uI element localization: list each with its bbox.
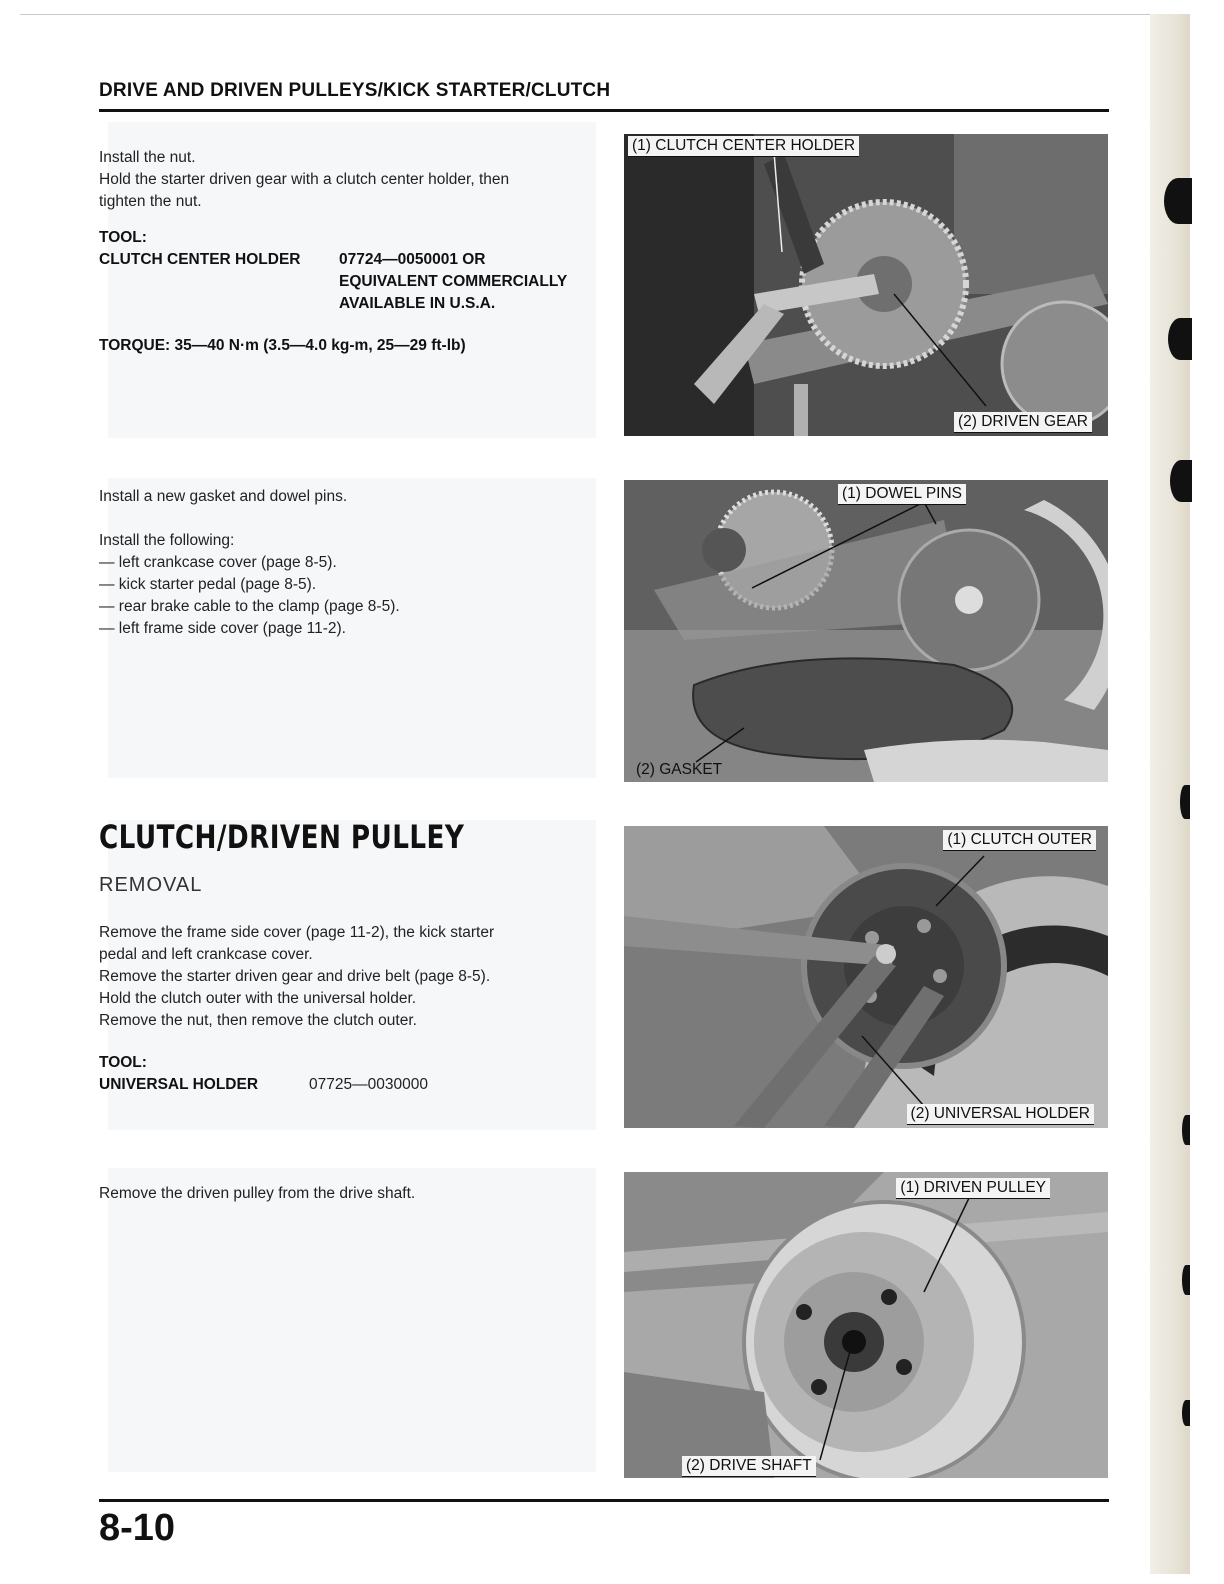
photo-driven-pulley: [624, 1172, 1108, 1478]
text-line: Remove the starter driven gear and drive belt (page 8-5).: [99, 968, 491, 985]
list-item: — kick starter pedal (page 8-5).: [99, 576, 317, 593]
text-line: Remove the frame side cover (page 11-2), the kick starter: [99, 924, 495, 941]
tool-label: TOOL:: [99, 229, 147, 246]
text-line: Remove the nut, then remove the clutch outer.: [99, 1012, 417, 1029]
photo-illustration: [624, 480, 1108, 782]
text-line: Remove the driven pulley from the drive shaft.: [99, 1185, 416, 1202]
tool-number: 07724—0050001 OR: [339, 251, 486, 268]
photo-illustration: [624, 1172, 1108, 1478]
tool-row: [99, 293, 609, 315]
photo-clutch-outer: [624, 826, 1108, 1128]
callout-dowel-pins: (1) DOWEL PINS: [838, 484, 966, 505]
index-tab-mark: [1182, 1400, 1190, 1426]
remove-pulley-text: [99, 1183, 609, 1205]
index-tab-mark: [1182, 1115, 1190, 1145]
index-tab-mark: [1168, 318, 1192, 360]
callout-drive-shaft: (2) DRIVE SHAFT: [682, 1456, 816, 1477]
photo-illustration: [624, 134, 1108, 436]
index-tab-mark: [1170, 460, 1192, 502]
index-tab-mark: [1182, 1265, 1190, 1295]
callout-gasket: (2) GASKET: [636, 761, 723, 778]
footer-rule: [99, 1499, 1109, 1502]
header-rule: [99, 109, 1109, 112]
install-nut-text: [99, 147, 609, 357]
text-background: [108, 1168, 596, 1472]
tool-number: AVAILABLE IN U.S.A.: [339, 295, 496, 312]
index-tab-mark: [1164, 178, 1192, 224]
text-line: Install the nut.: [99, 149, 196, 166]
section-subtitle: REMOVAL: [99, 874, 203, 896]
page-number: 8-10: [99, 1507, 176, 1549]
callout-clutch-center-holder: (1) CLUTCH CENTER HOLDER: [628, 136, 859, 157]
text-line: Install a new gasket and dowel pins.: [99, 488, 348, 505]
list-item: — left crankcase cover (page 8-5).: [99, 554, 337, 571]
photo-dowel-pins-gasket: [624, 480, 1108, 782]
tool-label: TOOL:: [99, 1054, 147, 1071]
callout-driven-pulley: (1) DRIVEN PULLEY: [896, 1178, 1050, 1199]
removal-text: [99, 922, 609, 1096]
photo-illustration: [624, 826, 1108, 1128]
text-line: Install the following:: [99, 532, 235, 549]
index-tab-mark: [1180, 785, 1190, 819]
list-item: — left frame side cover (page 11-2).: [99, 620, 346, 637]
tool-row: [99, 1074, 609, 1096]
text-line: Hold the clutch outer with the universal holder.: [99, 990, 417, 1007]
list-item: — rear brake cable to the clamp (page 8-5).: [99, 598, 400, 615]
text-line: tighten the nut.: [99, 193, 202, 210]
callout-clutch-outer: (1) CLUTCH OUTER: [943, 830, 1096, 851]
torque-spec: TORQUE: 35—40 N·m (3.5—4.0 kg-m, 25—29 ft-lb): [99, 337, 466, 354]
callout-driven-gear: (2) DRIVEN GEAR: [954, 412, 1092, 433]
tool-number: 07725—0030000: [309, 1076, 428, 1093]
page-header-title: DRIVE AND DRIVEN PULLEYS/KICK STARTER/CLUTCH: [99, 80, 611, 101]
callout-universal-holder: (2) UNIVERSAL HOLDER: [907, 1104, 1094, 1125]
text-line: Hold the starter driven gear with a clutch center holder, then: [99, 171, 510, 188]
tool-number: EQUIVALENT COMMERCIALLY: [339, 273, 568, 290]
text-line: pedal and left crankcase cover.: [99, 946, 313, 963]
tool-row: [99, 271, 609, 293]
tool-name: UNIVERSAL HOLDER: [99, 1076, 259, 1093]
tool-name: CLUTCH CENTER HOLDER: [99, 251, 301, 268]
photo-clutch-center-holder: [624, 134, 1108, 436]
section-title: CLUTCH/DRIVEN PULLEY: [99, 818, 465, 856]
install-gasket-text: [99, 486, 609, 640]
tool-row: [99, 249, 609, 271]
